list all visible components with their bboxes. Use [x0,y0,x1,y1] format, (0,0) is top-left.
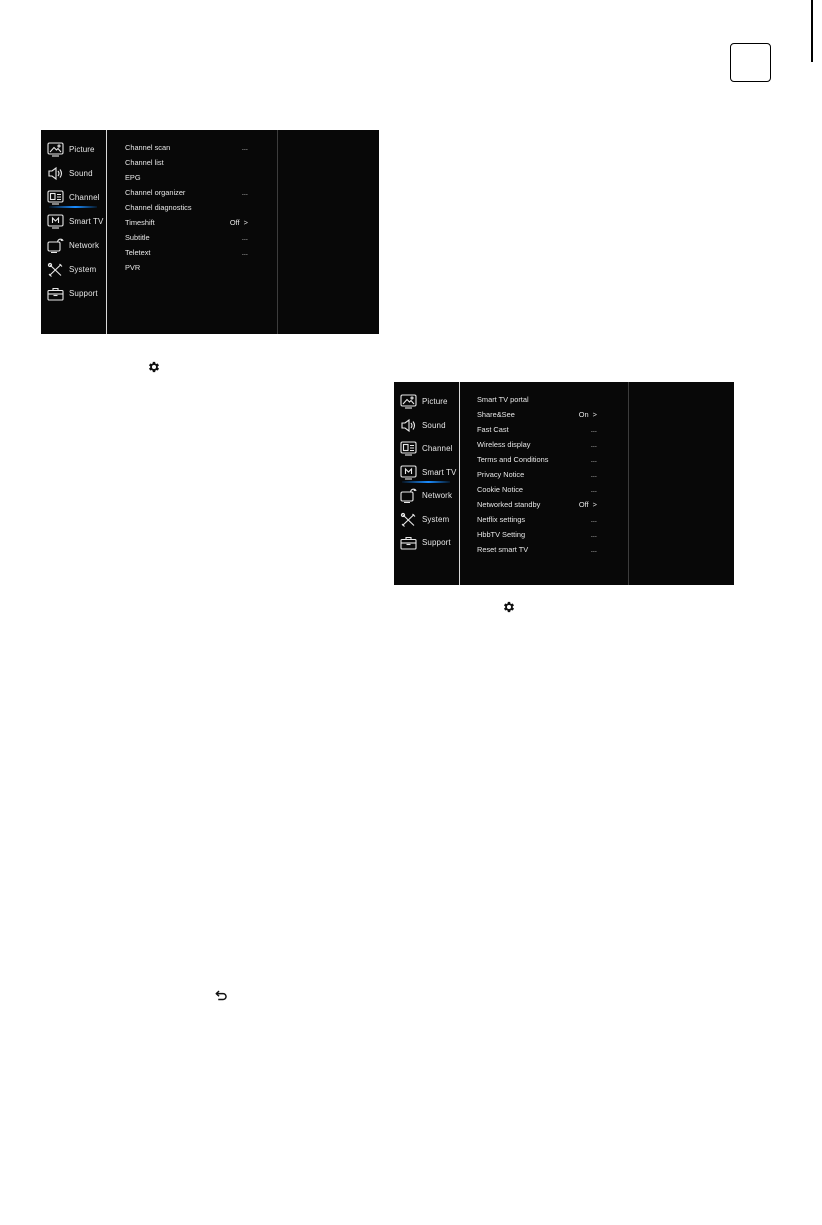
nav-item-network[interactable] [400,487,460,507]
support-icon [400,535,417,550]
menu-item-channel-scan[interactable] [125,143,248,155]
nav-item-label: Channel [69,193,100,202]
tv-menu-screen-smart-tv [394,382,734,585]
nav-item-smart-tv[interactable] [47,213,107,233]
menu-item-label: Fast Cast [477,425,509,434]
menu-item-value: ... [590,530,597,539]
menu-item-label: Wireless display [477,440,531,449]
nav-item-sound[interactable] [400,417,460,437]
info-pane [628,382,734,585]
menu-item-label: Smart TV portal [477,395,529,404]
channel-settings-list [108,130,277,334]
nav-item-support[interactable] [400,534,460,554]
sound-icon [47,166,64,181]
menu-item-label: Reset smart TV [477,545,529,554]
menu-item-value: Off > [229,218,248,227]
menu-item-label: Terms and Conditions [477,455,549,464]
menu-item-value: ... [590,470,597,479]
nav-item-sound[interactable] [47,165,107,185]
nav-item-picture[interactable] [47,141,107,161]
nav-item-label: Sound [69,169,93,178]
menu-item-netflix-settings[interactable] [477,515,597,527]
nav-item-support[interactable] [47,285,107,305]
menu-item-value: Off > [578,500,597,509]
menu-item-label: Subtitle [125,233,150,242]
menu-item-label: Networked standby [477,500,541,509]
menu-item-label: EPG [125,173,141,182]
nav-item-label: Picture [69,145,95,154]
menu-item-networked-standby[interactable] [477,500,597,512]
menu-item-label: Share&See [477,410,515,419]
nav-item-label: Channel [422,444,453,453]
nav-item-picture[interactable] [400,393,460,413]
nav-item-label: Sound [422,420,446,430]
menu-item-channel-list[interactable] [125,158,248,170]
nav-item-label: Network [69,241,100,250]
sound-icon [400,418,417,433]
back-return-icon [215,990,228,1001]
menu-item-label: HbbTV Setting [477,530,526,539]
menu-item-reset-smart-tv[interactable] [477,545,597,557]
menu-item-label: Channel list [125,158,164,167]
menu-item-teletext[interactable] [125,248,248,260]
menu-item-label: Channel organizer [125,188,186,197]
nav-item-label: Smart TV [69,217,104,226]
settings-gear-icon [502,600,516,614]
menu-item-fast-cast[interactable] [477,425,597,437]
menu-item-value: ... [590,440,597,449]
menu-item-value: ... [590,455,597,464]
support-icon [47,286,64,301]
menu-item-share-see[interactable] [477,410,597,422]
menu-item-value: ... [590,515,597,524]
nav-item-smart-tv[interactable] [400,464,460,484]
menu-item-timeshift[interactable] [125,218,248,230]
settings-gear-icon [147,360,161,374]
nav-item-label: Smart TV [422,467,457,477]
nav-item-label: Network [422,491,453,500]
menu-item-label: Timeshift [125,218,155,227]
menu-item-channel-organizer[interactable] [125,188,248,200]
network-icon [47,238,64,253]
active-category-indicator [49,206,97,208]
picture-icon [47,142,64,157]
nav-item-network[interactable] [47,237,107,257]
menu-item-label: Channel diagnostics [125,203,192,212]
tv-menu-screen-channel [41,130,379,334]
page-edge-rule [811,0,813,62]
nav-item-label: Support [69,289,98,298]
channel-icon [47,190,64,205]
nav-item-label: Picture [422,397,448,406]
category-sidebar [41,130,107,334]
menu-item-label: Channel scan [125,143,171,152]
nav-item-channel[interactable] [400,440,460,460]
network-icon [400,488,417,503]
picture-icon [400,394,417,409]
nav-item-label: System [69,265,97,274]
menu-item-epg[interactable] [125,173,248,185]
nav-item-system[interactable] [47,261,107,281]
menu-item-terms-and-conditions[interactable] [477,455,597,467]
menu-item-subtitle[interactable] [125,233,248,245]
menu-item-label: Teletext [125,248,151,257]
language-tab-box [730,43,771,82]
info-pane [277,130,379,334]
menu-item-wireless-display[interactable] [477,440,597,452]
menu-item-pvr[interactable] [125,263,248,275]
menu-item-value: ... [241,248,248,257]
nav-item-channel[interactable] [47,189,107,209]
menu-item-privacy-notice[interactable] [477,470,597,482]
nav-item-label: System [422,514,450,524]
smart-tv-settings-list [460,382,628,585]
menu-item-value: ... [590,425,597,434]
menu-item-smart-tv-portal[interactable] [477,395,597,407]
nav-item-label: Support [422,538,451,547]
nav-item-system[interactable] [400,511,460,531]
menu-item-hbbtv-setting[interactable] [477,530,597,542]
menu-item-channel-diagnostics[interactable] [125,203,248,215]
menu-item-value: ... [590,545,597,554]
menu-item-value: ... [241,188,248,197]
menu-item-label: PVR [125,263,141,272]
smart-tv-icon [400,465,417,480]
menu-item-label: Cookie Notice [477,485,524,494]
category-sidebar [394,382,460,585]
menu-item-value: ... [590,485,597,494]
system-icon [400,512,417,527]
system-icon [47,262,64,277]
menu-item-value: ... [241,143,248,152]
menu-item-label: Netflix settings [477,515,526,524]
active-category-indicator [402,481,450,483]
menu-item-value: On > [578,410,597,419]
menu-item-value: ... [241,233,248,242]
menu-item-label: Privacy Notice [477,470,525,479]
smart-tv-icon [47,214,64,229]
menu-item-cookie-notice[interactable] [477,485,597,497]
channel-icon [400,441,417,456]
